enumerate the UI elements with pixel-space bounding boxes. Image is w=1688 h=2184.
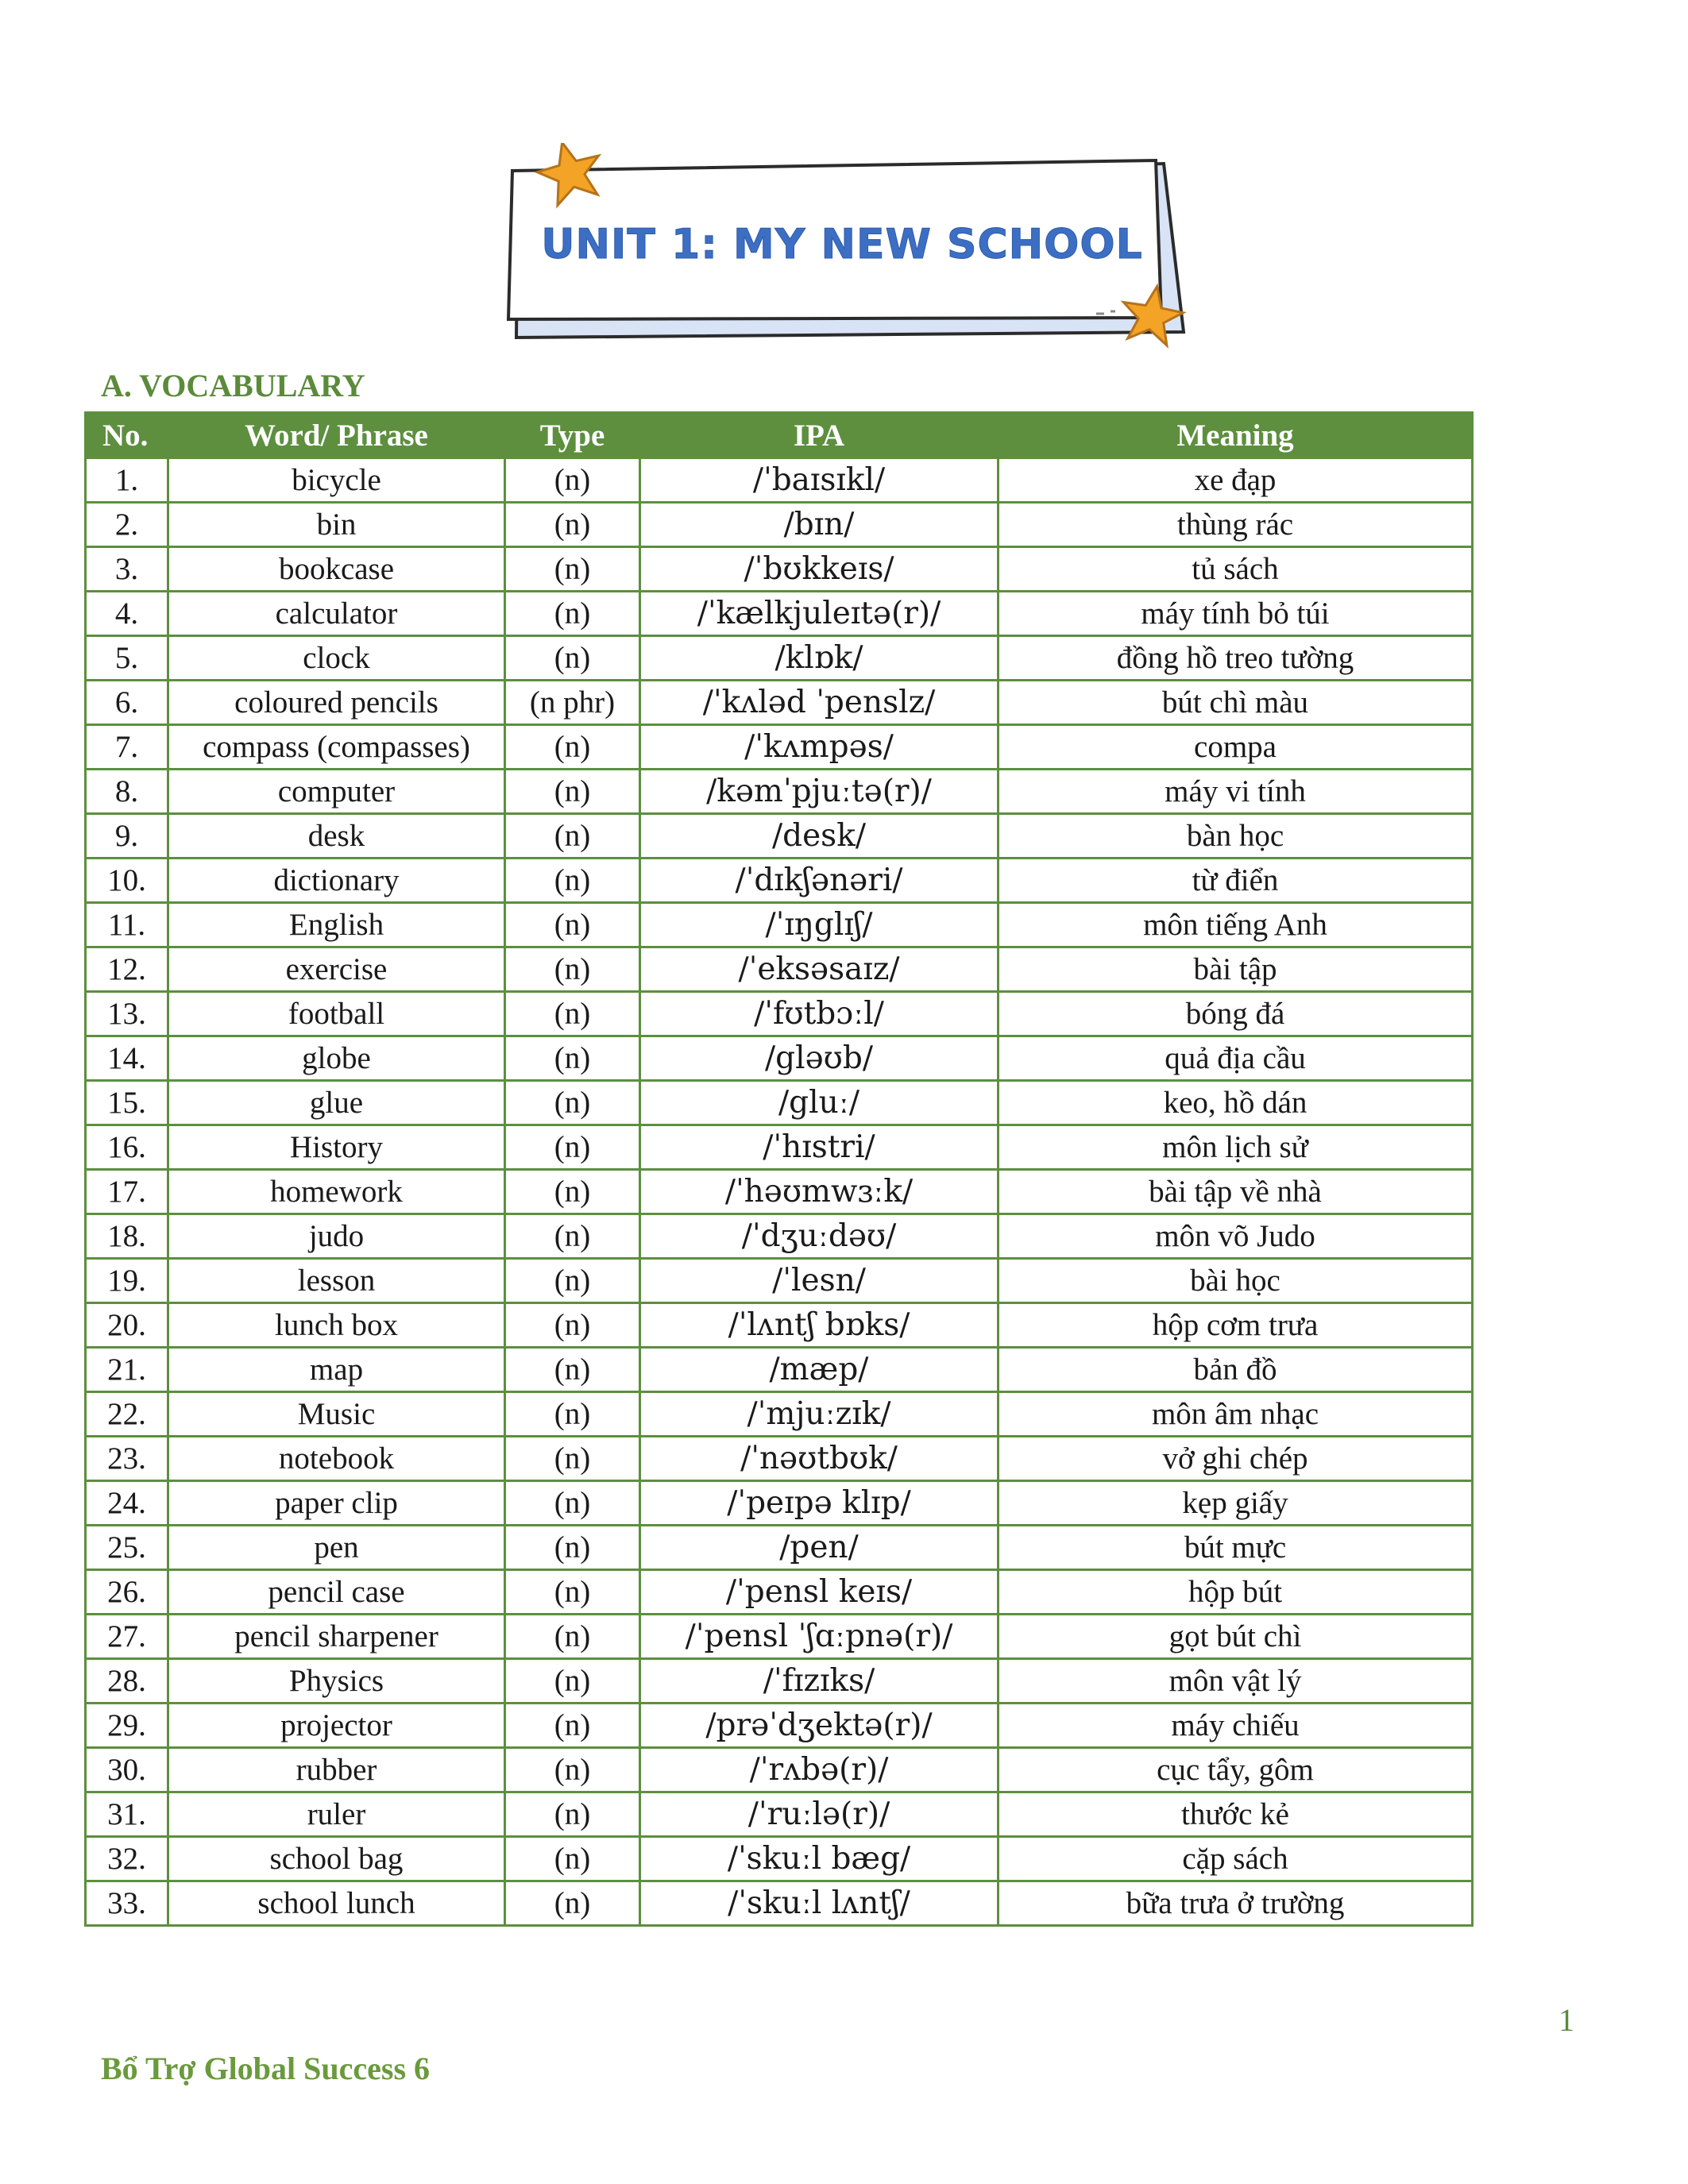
cell-meaning: xe đạp (999, 458, 1473, 503)
cell-no: 23. (86, 1437, 168, 1481)
table-row (86, 1526, 1473, 1570)
cell-type: (n) (505, 814, 640, 859)
cell-word: rubber (168, 1748, 505, 1792)
cell-type: (n) (505, 1303, 640, 1348)
cell-type: (n) (505, 547, 640, 592)
cell-no: 31. (86, 1792, 168, 1837)
cell-no: 13. (86, 992, 168, 1036)
cell-meaning: bài tập về nhà (999, 1170, 1473, 1214)
table-body (86, 458, 1473, 1926)
cell-type: (n) (505, 503, 640, 547)
page-number: 1 (1559, 2002, 1574, 2038)
cell-no: 17. (86, 1170, 168, 1214)
cell-type: (n) (505, 1125, 640, 1170)
cell-no: 29. (86, 1704, 168, 1748)
cell-ipa: /ˈbʊkkeɪs/ (640, 547, 999, 592)
table-row (86, 1437, 1473, 1481)
table-row (86, 1881, 1473, 1926)
cell-type: (n) (505, 1837, 640, 1881)
table-row (86, 814, 1473, 859)
cell-no: 15. (86, 1081, 168, 1125)
cell-meaning: máy vi tính (999, 770, 1473, 814)
cell-word: lunch box (168, 1303, 505, 1348)
cell-ipa: /ˈskuːl bæg/ (640, 1837, 999, 1881)
cell-ipa: /ˈfʊtbɔːl/ (640, 992, 999, 1036)
cell-no: 2. (86, 503, 168, 547)
cell-no: 21. (86, 1348, 168, 1392)
cell-meaning: quả địa cầu (999, 1036, 1473, 1081)
cell-word: desk (168, 814, 505, 859)
cell-ipa: /ˈeksəsaɪz/ (640, 947, 999, 992)
cell-word: dictionary (168, 859, 505, 903)
cell-type: (n) (505, 992, 640, 1036)
cell-ipa: /ˈhəʊmwɜːk/ (640, 1170, 999, 1214)
cell-word: bin (168, 503, 505, 547)
table-row (86, 1481, 1473, 1526)
cell-meaning: từ điển (999, 859, 1473, 903)
cell-meaning: môn lịch sử (999, 1125, 1473, 1170)
table-row (86, 1036, 1473, 1081)
cell-meaning: thước kẻ (999, 1792, 1473, 1837)
cell-type: (n) (505, 859, 640, 903)
cell-no: 1. (86, 458, 168, 503)
table-row (86, 1748, 1473, 1792)
cell-type: (n) (505, 1170, 640, 1214)
table-row (86, 1214, 1473, 1259)
table-row (86, 1303, 1473, 1348)
cell-word: English (168, 903, 505, 947)
table-row (86, 992, 1473, 1036)
cell-ipa: /ˈskuːl lʌntʃ/ (640, 1881, 999, 1926)
cell-type: (n) (505, 458, 640, 503)
header-type: Type (505, 413, 640, 458)
table-row (86, 1837, 1473, 1881)
cell-type: (n) (505, 725, 640, 770)
cell-type: (n) (505, 770, 640, 814)
cell-word: Physics (168, 1659, 505, 1704)
cell-type: (n) (505, 1526, 640, 1570)
cell-no: 5. (86, 636, 168, 681)
cell-meaning: bữa trưa ở trường (999, 1881, 1473, 1926)
table-row (86, 770, 1473, 814)
cell-ipa: /kəmˈpjuːtə(r)/ (640, 770, 999, 814)
cell-meaning: hộp bút (999, 1570, 1473, 1615)
cell-meaning: compa (999, 725, 1473, 770)
cell-meaning: cục tẩy, gôm (999, 1748, 1473, 1792)
cell-ipa: /ˈɪŋglɪʃ/ (640, 903, 999, 947)
cell-type: (n) (505, 903, 640, 947)
cell-word: homework (168, 1170, 505, 1214)
cell-type: (n) (505, 1259, 640, 1303)
footer-text: Bổ Trợ Global Success 6 (101, 2051, 431, 2086)
header-no: No. (86, 413, 168, 458)
cell-meaning: bàn học (999, 814, 1473, 859)
cell-no: 24. (86, 1481, 168, 1526)
cell-no: 33. (86, 1881, 168, 1926)
cell-word: History (168, 1125, 505, 1170)
cell-meaning: tủ sách (999, 547, 1473, 592)
cell-word: paper clip (168, 1481, 505, 1526)
cell-ipa: /desk/ (640, 814, 999, 859)
table-row (86, 1259, 1473, 1303)
cell-word: clock (168, 636, 505, 681)
cell-word: notebook (168, 1437, 505, 1481)
header-meaning: Meaning (999, 413, 1473, 458)
section-heading: A. VOCABULARY (101, 368, 365, 403)
cell-meaning: bút chì màu (999, 681, 1473, 725)
cell-no: 27. (86, 1615, 168, 1659)
cell-meaning: bài tập (999, 947, 1473, 992)
cell-meaning: môn võ Judo (999, 1214, 1473, 1259)
cell-ipa: /gləʊb/ (640, 1036, 999, 1081)
cell-word: exercise (168, 947, 505, 992)
cell-ipa: /ˈnəʊtbʊk/ (640, 1437, 999, 1481)
cell-no: 25. (86, 1526, 168, 1570)
cell-type: (n) (505, 1036, 640, 1081)
cell-no: 8. (86, 770, 168, 814)
cell-ipa: /ˈlesn/ (640, 1259, 999, 1303)
cell-meaning: bản đồ (999, 1348, 1473, 1392)
table-row (86, 859, 1473, 903)
cell-no: 14. (86, 1036, 168, 1081)
table-row (86, 636, 1473, 681)
cell-word: school bag (168, 1837, 505, 1881)
cell-word: football (168, 992, 505, 1036)
table-row (86, 1392, 1473, 1437)
cell-word: calculator (168, 592, 505, 636)
cell-no: 18. (86, 1214, 168, 1259)
cell-type: (n) (505, 1348, 640, 1392)
cell-no: 6. (86, 681, 168, 725)
table-row (86, 1125, 1473, 1170)
cell-word: bicycle (168, 458, 505, 503)
header-ipa: IPA (640, 413, 999, 458)
cell-meaning: máy tính bỏ túi (999, 592, 1473, 636)
cell-ipa: /ˈmjuːzɪk/ (640, 1392, 999, 1437)
cell-ipa: /mæp/ (640, 1348, 999, 1392)
table-row (86, 903, 1473, 947)
cell-no: 16. (86, 1125, 168, 1170)
cell-meaning: bài học (999, 1259, 1473, 1303)
cell-no: 28. (86, 1659, 168, 1704)
cell-no: 19. (86, 1259, 168, 1303)
cell-ipa: /ˈdʒuːdəʊ/ (640, 1214, 999, 1259)
cell-type: (n) (505, 1081, 640, 1125)
unit-banner (485, 143, 1199, 357)
cell-type: (n phr) (505, 681, 640, 725)
cell-word: glue (168, 1081, 505, 1125)
cell-ipa: /bɪn/ (640, 503, 999, 547)
cell-ipa: /ˈlʌntʃ bɒks/ (640, 1303, 999, 1348)
table-header-row (86, 413, 1473, 458)
cell-word: Music (168, 1392, 505, 1437)
cell-no: 20. (86, 1303, 168, 1348)
cell-word: judo (168, 1214, 505, 1259)
cell-type: (n) (505, 1437, 640, 1481)
cell-ipa: /ˈruːlə(r)/ (640, 1792, 999, 1837)
cell-meaning: môn âm nhạc (999, 1392, 1473, 1437)
table-row (86, 1081, 1473, 1125)
table-row (86, 725, 1473, 770)
cell-type: (n) (505, 1704, 640, 1748)
cell-ipa: /ˈbaɪsɪkl/ (640, 458, 999, 503)
table-row (86, 1348, 1473, 1392)
cell-meaning: thùng rác (999, 503, 1473, 547)
table-row (86, 1615, 1473, 1659)
cell-type: (n) (505, 1615, 640, 1659)
table-row (86, 1570, 1473, 1615)
cell-meaning: keo, hồ dán (999, 1081, 1473, 1125)
cell-no: 22. (86, 1392, 168, 1437)
cell-no: 10. (86, 859, 168, 903)
vocabulary-table (84, 411, 1474, 1927)
cell-meaning: kẹp giấy (999, 1481, 1473, 1526)
cell-meaning: gọt bút chì (999, 1615, 1473, 1659)
cell-word: ruler (168, 1792, 505, 1837)
cell-ipa: /ˈkælkjuleɪtə(r)/ (640, 592, 999, 636)
table-row (86, 1704, 1473, 1748)
cell-word: compass (compasses) (168, 725, 505, 770)
table-row (86, 681, 1473, 725)
table-row (86, 1792, 1473, 1837)
table-row (86, 1659, 1473, 1704)
banner-title: UNIT 1: MY NEW SCHOOL (541, 221, 1143, 268)
cell-ipa: /prəˈdʒektə(r)/ (640, 1704, 999, 1748)
cell-ipa: /pen/ (640, 1526, 999, 1570)
cell-meaning: hộp cơm trưa (999, 1303, 1473, 1348)
cell-word: computer (168, 770, 505, 814)
cell-word: coloured pencils (168, 681, 505, 725)
cell-word: pencil case (168, 1570, 505, 1615)
cell-word: bookcase (168, 547, 505, 592)
cell-no: 32. (86, 1837, 168, 1881)
table-row (86, 547, 1473, 592)
cell-ipa: /klɒk/ (640, 636, 999, 681)
cell-type: (n) (505, 636, 640, 681)
cell-type: (n) (505, 1570, 640, 1615)
cell-ipa: /ˈpeɪpə klɪp/ (640, 1481, 999, 1526)
cell-word: pencil sharpener (168, 1615, 505, 1659)
cell-ipa: /ˈpensl ˈʃɑːpnə(r)/ (640, 1615, 999, 1659)
cell-word: school lunch (168, 1881, 505, 1926)
cell-ipa: /ˈdɪkʃənəri/ (640, 859, 999, 903)
cell-ipa: /ˈrʌbə(r)/ (640, 1748, 999, 1792)
cell-no: 26. (86, 1570, 168, 1615)
cell-no: 3. (86, 547, 168, 592)
cell-type: (n) (505, 1392, 640, 1437)
cell-meaning: bút mực (999, 1526, 1473, 1570)
table-row (86, 592, 1473, 636)
cell-ipa: /ˈhɪstri/ (640, 1125, 999, 1170)
table-row (86, 947, 1473, 992)
cell-meaning: cặp sách (999, 1837, 1473, 1881)
cell-ipa: /ˈpensl keɪs/ (640, 1570, 999, 1615)
cell-word: lesson (168, 1259, 505, 1303)
cell-meaning: đồng hồ treo tường (999, 636, 1473, 681)
table-row (86, 1170, 1473, 1214)
cell-type: (n) (505, 1792, 640, 1837)
cell-no: 9. (86, 814, 168, 859)
cell-type: (n) (505, 592, 640, 636)
cell-ipa: /ˈkʌmpəs/ (640, 725, 999, 770)
cell-type: (n) (505, 1748, 640, 1792)
cell-meaning: vở ghi chép (999, 1437, 1473, 1481)
cell-meaning: môn tiếng Anh (999, 903, 1473, 947)
cell-ipa: /ˈfɪzɪks/ (640, 1659, 999, 1704)
table-row (86, 458, 1473, 503)
cell-word: globe (168, 1036, 505, 1081)
cell-no: 30. (86, 1748, 168, 1792)
cell-word: projector (168, 1704, 505, 1748)
cell-type: (n) (505, 1214, 640, 1259)
cell-meaning: môn vật lý (999, 1659, 1473, 1704)
cell-no: 7. (86, 725, 168, 770)
header-word: Word/ Phrase (168, 413, 505, 458)
cell-type: (n) (505, 1881, 640, 1926)
cell-word: map (168, 1348, 505, 1392)
cell-type: (n) (505, 947, 640, 992)
cell-type: (n) (505, 1659, 640, 1704)
table-row (86, 503, 1473, 547)
cell-ipa: /ˈkʌləd ˈpenslz/ (640, 681, 999, 725)
cell-ipa: /gluː/ (640, 1081, 999, 1125)
cell-no: 12. (86, 947, 168, 992)
cell-type: (n) (505, 1481, 640, 1526)
cell-no: 4. (86, 592, 168, 636)
cell-word: pen (168, 1526, 505, 1570)
cell-no: 11. (86, 903, 168, 947)
cell-meaning: máy chiếu (999, 1704, 1473, 1748)
cell-meaning: bóng đá (999, 992, 1473, 1036)
